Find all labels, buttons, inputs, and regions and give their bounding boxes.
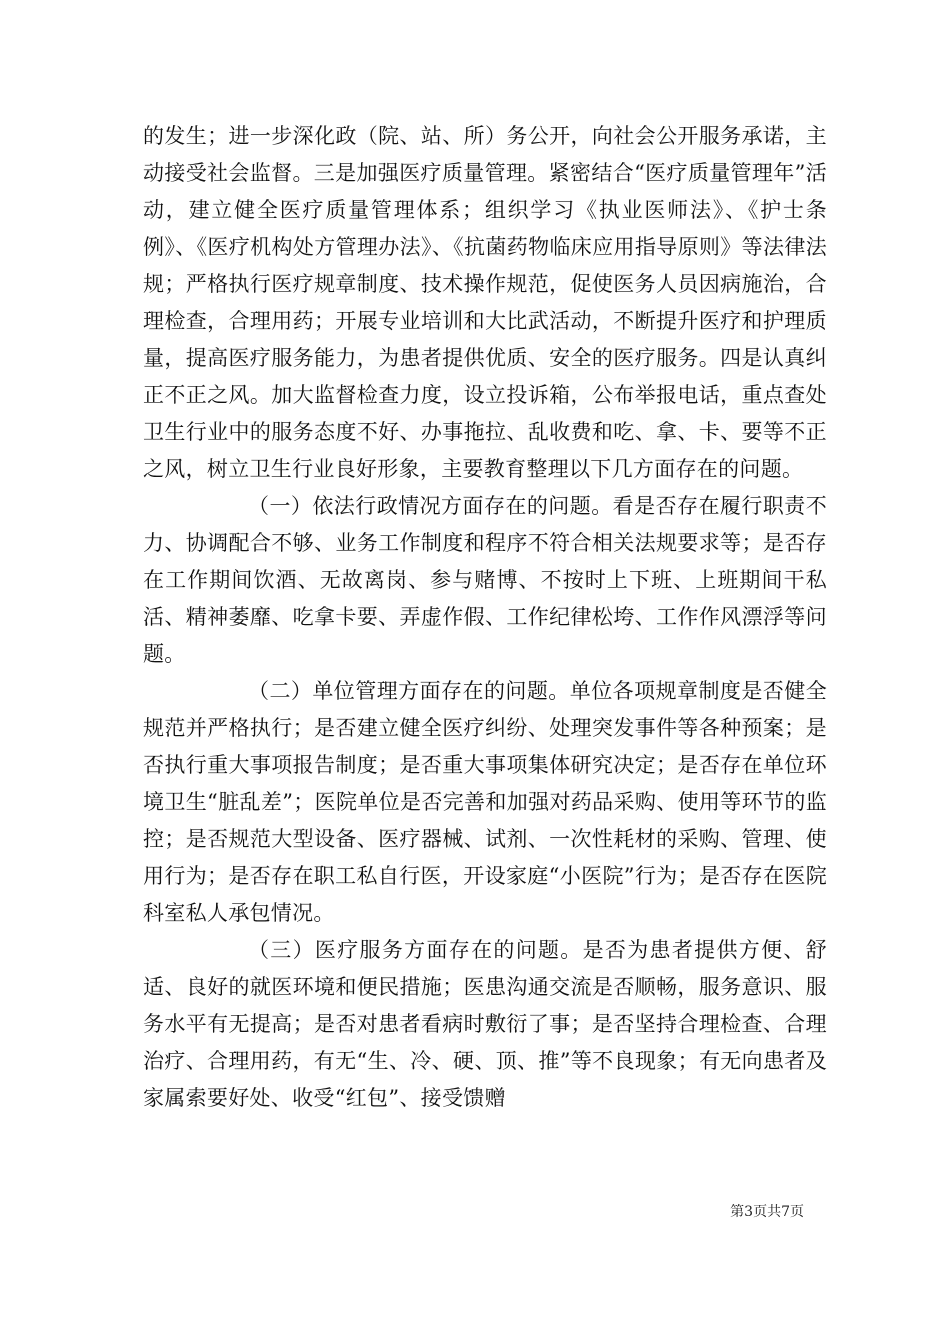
paragraph-section-2: （二）单位管理方面存在的问题。单位各项规章制度是否健全规范并严格执行；是否建立健全医疗纠纷、处理突发事件等各种预案；是否执行重大事项报告制度；是否重大事项集体研究决定；是否存在单位环境卫生“脏乱差”；医院单位是否完善和加强对药品采购、使用等环节的监控；是否规范大型设备、医疗器械、试剂、一次性耗材的采购、管理、使用行为；是否存在职工私自行医，开设家庭“小医院”行为；是否存在医院科室私人承包情况。 [143,679,827,925]
paragraph-section-1: （一）依法行政情况方面存在的问题。看是否存在履行职责不力、协调配合不够、业务工作制度和程序不符合相关法规要求等；是否存在工作期间饮酒、无故离岗、参与赌博、不按时上下班、上班期间干私活、精神萎靡、吃拿卡要、弄虚作假、工作纪律松垮、工作作风漂浮等问题。 [143,494,827,666]
paragraph-section-3: （三）医疗服务方面存在的问题。是否为患者提供方便、舒适、良好的就医环境和便民措施；医患沟通交流是否顺畅，服务意识、服务水平有无提高；是否对患者看病时敷衍了事；是否坚持合理检查、合理治疗、合理用药，有无“生、冷、硬、顶、推”等不良现象；有无向患者及家属索要好处、收受“红包”、接受馈赠 [143,938,827,1110]
paragraph-intro: 的发生；进一步深化政（院、站、所）务公开，向社会公开服务承诺，主动接受社会监督。三是加强医疗质量管理。紧密结合“医疗质量管理年”活动，建立健全医疗质量管理体系；组织学习《执业医师法》、《护士条例》、《医疗机构处方管理办法》、《抗菌药物临床应用指导原则》等法律法规；严格执行医疗规章制度、技术操作规范，促使医务人员因病施治，合理检查，合理用药；开展专业培训和大比武活动，不断提升医疗和护理质量，提高医疗服务能力，为患者提供优质、安全的医疗服务。四是认真纠正不正之风。加大监督检查力度，设立投诉箱，公布举报电话，重点查处卫生行业中的服务态度不好、办事拖拉、乱收费和吃、拿、卡、要等不正之风，树立卫生行业良好形象，主要教育整理以下几方面存在的问题。 [143,124,827,481]
page-number-footer: 第3页共7页 [730,1204,804,1220]
document-body [143,118,827,1117]
